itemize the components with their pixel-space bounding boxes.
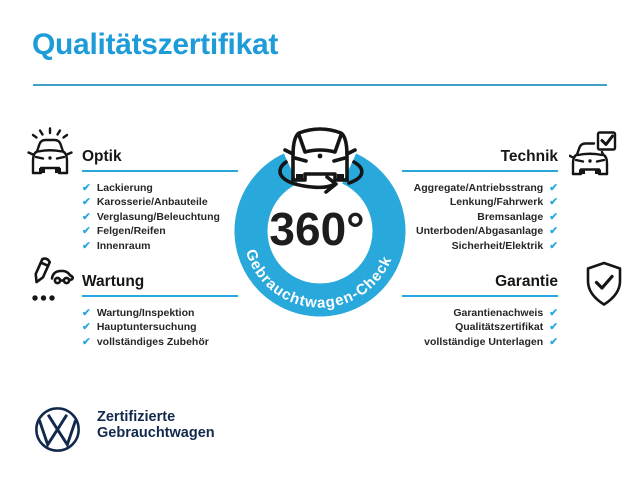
item-label: Sicherheit/Elektrik: [451, 239, 544, 252]
list-item: [82, 224, 238, 238]
list-item: [402, 239, 558, 253]
shield-check-icon: [584, 261, 624, 307]
item-label: Garantienachweis: [453, 307, 544, 319]
section-optik: [82, 148, 238, 253]
section-garantie-title: Garantie: [402, 273, 558, 297]
item-label: vollständiges Zubehör: [96, 335, 209, 348]
section-wartung-title: Wartung: [82, 273, 238, 297]
list-item: [82, 210, 238, 224]
degree-value: 360°: [269, 203, 365, 255]
item-label: Hauptuntersuchung: [96, 321, 197, 334]
check-icon: ✔: [82, 239, 91, 252]
check-icon: ✔: [549, 321, 558, 334]
list-item: [402, 210, 558, 224]
pen-car-icon: [26, 257, 74, 305]
item-label: Lackierung: [96, 182, 153, 194]
check-icon: ✔: [549, 196, 558, 209]
list-item: [82, 335, 238, 349]
check-icon: ✔: [549, 225, 558, 238]
car-checkbox-icon: [569, 130, 619, 178]
item-label: Karosserie/Anbauteile: [96, 196, 208, 209]
section-wartung: [82, 273, 238, 349]
check-icon: ✔: [82, 335, 91, 348]
section-optik-title: Optik: [82, 148, 238, 172]
check-icon: ✔: [82, 210, 91, 223]
item-label: Verglasung/Beleuchtung: [96, 210, 220, 223]
check-icon: ✔: [549, 307, 558, 319]
list-item: [402, 335, 558, 349]
list-item: [82, 181, 238, 195]
vw-logo: [34, 406, 81, 453]
item-label: Innenraum: [96, 239, 151, 252]
item-label: Aggregate/Antriebsstrang: [413, 182, 544, 194]
check-icon: ✔: [549, 210, 558, 223]
car-rotate-icon: [272, 116, 368, 208]
check-icon: ✔: [82, 307, 91, 319]
check-icon: ✔: [82, 182, 91, 194]
list-item: [402, 306, 558, 320]
section-technik-title: Technik: [402, 148, 558, 172]
list-item: [82, 195, 238, 209]
item-label: Qualitätszertifikat: [455, 321, 544, 334]
list-item: [402, 195, 558, 209]
check-icon: ✔: [82, 196, 91, 209]
list-item: [82, 239, 238, 253]
check-icon: ✔: [82, 321, 91, 334]
check-icon: ✔: [549, 182, 558, 194]
ring-label: Gebrauchtwagen-Check: [241, 246, 396, 312]
page-title: Qualitätszertifikat: [32, 28, 279, 61]
check-icon: ✔: [82, 225, 91, 238]
item-label: Lenkung/Fahrwerk: [449, 196, 544, 209]
list-item: [82, 306, 238, 320]
item-label: Felgen/Reifen: [96, 225, 166, 238]
check-icon: ✔: [549, 335, 558, 348]
header-divider: [33, 84, 607, 86]
item-label: Bremsanlage: [477, 210, 544, 223]
section-technik: [402, 148, 558, 253]
check-icon: ✔: [549, 239, 558, 252]
footer-line2: Gebrauchtwagen: [97, 425, 215, 441]
list-item: [402, 181, 558, 195]
list-item: [402, 320, 558, 334]
footer-brand-text: [97, 409, 215, 441]
item-label: vollständige Unterlagen: [424, 335, 544, 348]
footer-line1: Zertifizierte: [97, 409, 176, 425]
car-shine-icon: [26, 127, 74, 177]
item-label: Wartung/Inspektion: [96, 307, 195, 319]
list-item: [82, 320, 238, 334]
section-garantie: [402, 273, 558, 349]
item-label: Unterboden/Abgasanlage: [416, 225, 544, 238]
list-item: [402, 224, 558, 238]
